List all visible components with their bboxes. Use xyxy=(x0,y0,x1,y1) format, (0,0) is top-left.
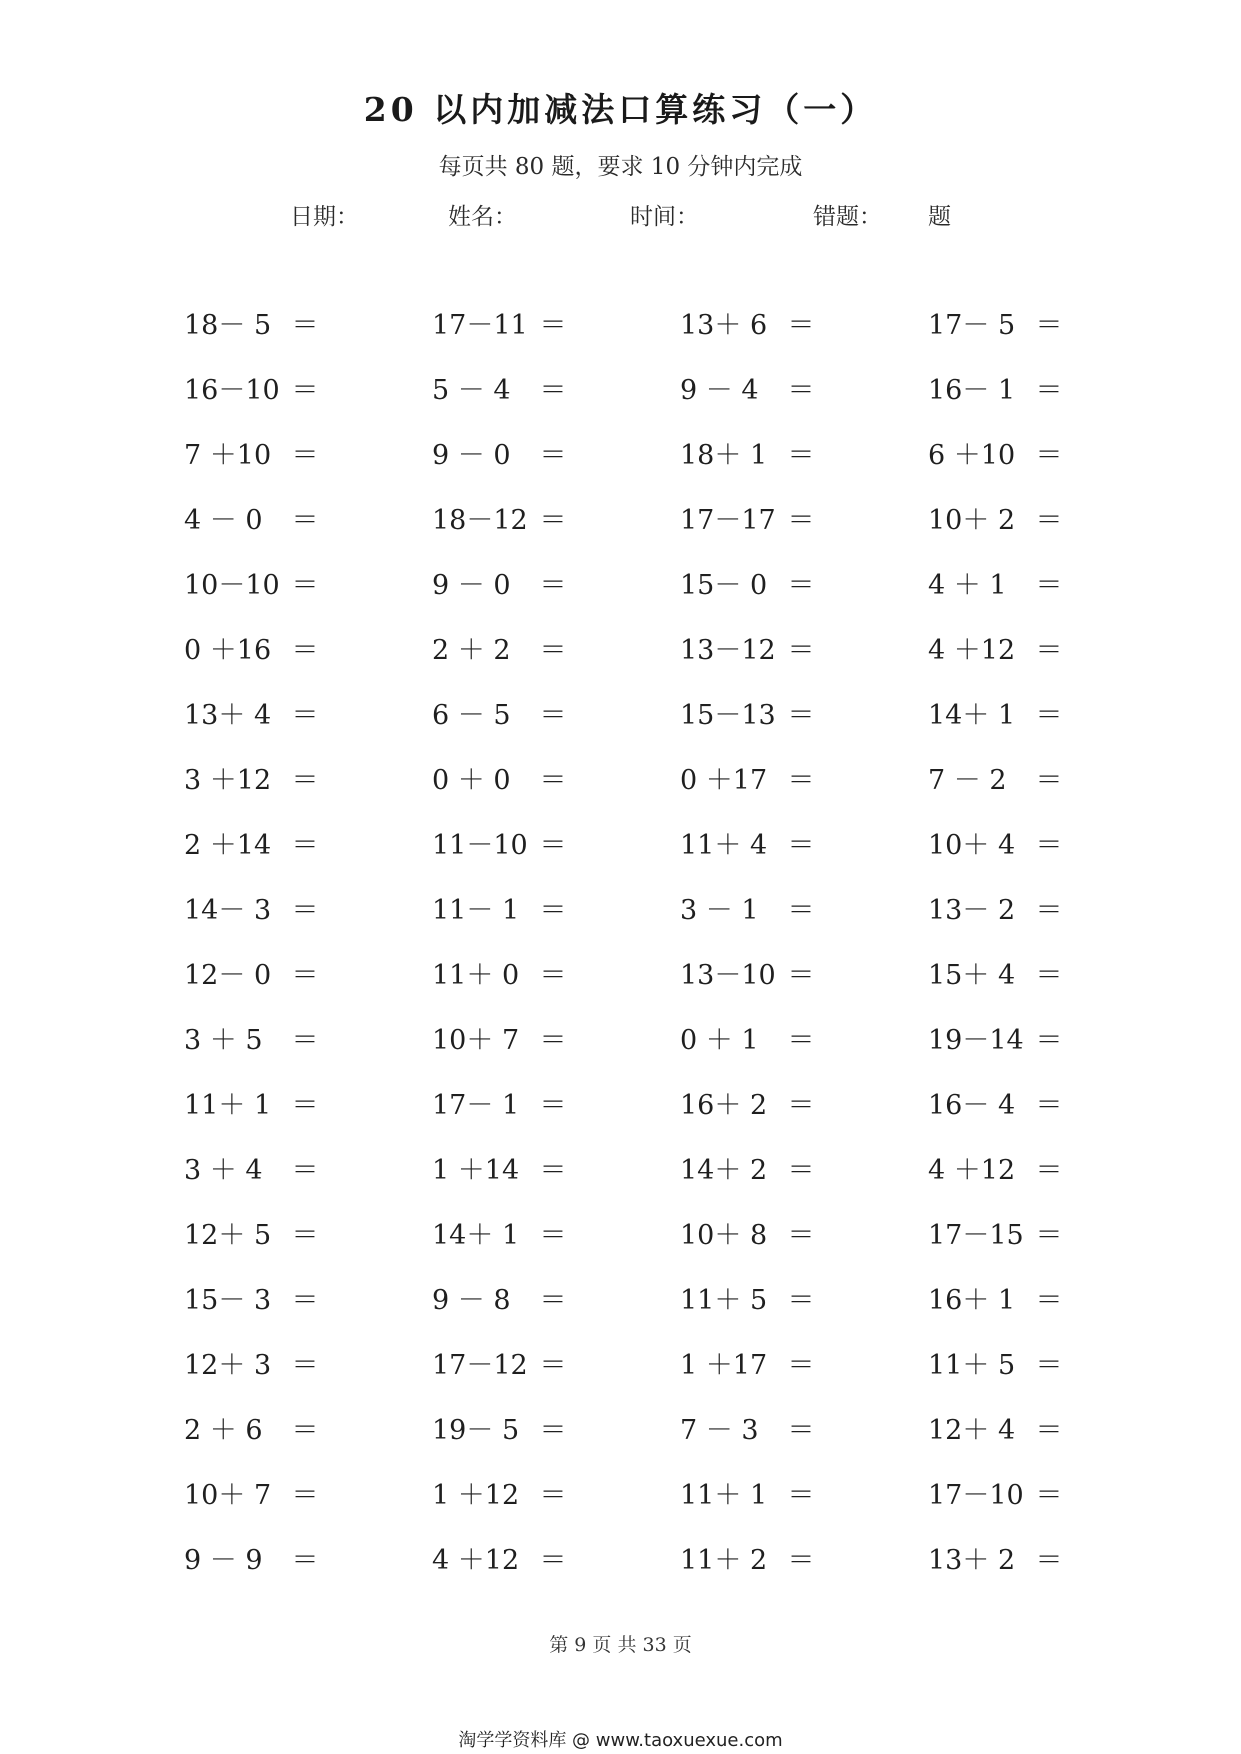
equals-sign: ＝ xyxy=(291,635,319,666)
arithmetic-problem xyxy=(680,1135,928,1200)
arithmetic-problem xyxy=(680,1005,928,1070)
problem-expression: 15－13 xyxy=(680,700,776,731)
equals-sign: ＝ xyxy=(539,310,567,341)
arithmetic-problem xyxy=(184,1265,432,1330)
problem-expression: 3 ＋12 xyxy=(184,765,272,796)
arithmetic-problem xyxy=(184,875,432,940)
problem-expression: 14＋ 2 xyxy=(680,1155,768,1186)
equals-sign: ＝ xyxy=(291,1285,319,1316)
arithmetic-problem xyxy=(184,615,432,680)
arithmetic-problem xyxy=(432,1070,680,1135)
problem-expression: 12＋ 4 xyxy=(928,1415,1016,1446)
equals-sign: ＝ xyxy=(787,1155,815,1186)
arithmetic-problem xyxy=(928,290,1176,355)
equals-sign: ＝ xyxy=(1035,1415,1063,1446)
problem-expression: 10＋ 7 xyxy=(432,1025,520,1056)
arithmetic-problem xyxy=(184,1525,432,1590)
problem-expression: 4 － 0 xyxy=(184,505,263,536)
problem-grid xyxy=(184,290,1176,1590)
problem-expression: 16－ 4 xyxy=(928,1090,1016,1121)
arithmetic-problem xyxy=(928,1460,1176,1525)
arithmetic-problem xyxy=(680,1070,928,1135)
equals-sign: ＝ xyxy=(787,1025,815,1056)
problem-expression: 12＋ 3 xyxy=(184,1350,272,1381)
problem-expression: 17－15 xyxy=(928,1220,1024,1251)
equals-sign: ＝ xyxy=(291,310,319,341)
arithmetic-problem xyxy=(928,1005,1176,1070)
arithmetic-problem xyxy=(680,1265,928,1330)
equals-sign: ＝ xyxy=(291,440,319,471)
equals-sign: ＝ xyxy=(787,1415,815,1446)
errors-unit: 题 xyxy=(928,204,951,230)
arithmetic-problem xyxy=(928,615,1176,680)
arithmetic-problem xyxy=(432,1005,680,1070)
problem-expression: 11＋ 5 xyxy=(680,1285,768,1316)
equals-sign: ＝ xyxy=(539,1480,567,1511)
equals-sign: ＝ xyxy=(539,570,567,601)
problem-expression: 11＋ 5 xyxy=(928,1350,1016,1381)
problem-expression: 13－ 2 xyxy=(928,895,1016,926)
equals-sign: ＝ xyxy=(787,1545,815,1576)
site-watermark: 淘学学资料库 @ www.taoxuexue.com xyxy=(458,1730,783,1751)
arithmetic-problem xyxy=(432,1135,680,1200)
equals-sign: ＝ xyxy=(539,505,567,536)
problem-expression: 15－ 0 xyxy=(680,570,768,601)
equals-sign: ＝ xyxy=(1035,700,1063,731)
problem-expression: 2 ＋14 xyxy=(184,830,272,861)
problem-expression: 1 ＋12 xyxy=(432,1480,520,1511)
equals-sign: ＝ xyxy=(291,1480,319,1511)
problem-expression: 0 ＋16 xyxy=(184,635,272,666)
arithmetic-problem xyxy=(928,1265,1176,1330)
equals-sign: ＝ xyxy=(787,1480,815,1511)
equals-sign: ＝ xyxy=(291,375,319,406)
arithmetic-problem xyxy=(680,810,928,875)
equals-sign: ＝ xyxy=(1035,1220,1063,1251)
problem-expression: 13＋ 6 xyxy=(680,310,768,341)
arithmetic-problem xyxy=(928,680,1176,745)
arithmetic-problem xyxy=(432,1265,680,1330)
arithmetic-problem xyxy=(928,875,1176,940)
equals-sign: ＝ xyxy=(1035,310,1063,341)
equals-sign: ＝ xyxy=(539,830,567,861)
arithmetic-problem xyxy=(680,1460,928,1525)
arithmetic-problem xyxy=(680,615,928,680)
problem-expression: 14＋ 1 xyxy=(432,1220,520,1251)
problem-expression: 17－ 5 xyxy=(928,310,1016,341)
problem-expression: 12＋ 5 xyxy=(184,1220,272,1251)
arithmetic-problem xyxy=(680,940,928,1005)
equals-sign: ＝ xyxy=(291,1350,319,1381)
problem-expression: 3 ＋ 5 xyxy=(184,1025,263,1056)
arithmetic-problem xyxy=(680,1525,928,1590)
problem-expression: 17－11 xyxy=(432,310,528,341)
equals-sign: ＝ xyxy=(1035,375,1063,406)
problem-expression: 7 ＋10 xyxy=(184,440,272,471)
equals-sign: ＝ xyxy=(539,960,567,991)
problem-expression: 9 － 8 xyxy=(432,1285,511,1316)
problem-expression: 4 ＋12 xyxy=(928,1155,1016,1186)
arithmetic-problem xyxy=(432,420,680,485)
equals-sign: ＝ xyxy=(1035,635,1063,666)
equals-sign: ＝ xyxy=(291,1545,319,1576)
arithmetic-problem xyxy=(184,680,432,745)
arithmetic-problem xyxy=(432,290,680,355)
equals-sign: ＝ xyxy=(1035,830,1063,861)
problem-expression: 16＋ 2 xyxy=(680,1090,768,1121)
arithmetic-problem xyxy=(184,420,432,485)
equals-sign: ＝ xyxy=(291,895,319,926)
problem-expression: 19－ 5 xyxy=(432,1415,520,1446)
problem-expression: 4 ＋ 1 xyxy=(928,570,1007,601)
equals-sign: ＝ xyxy=(1035,570,1063,601)
errors-label: 错题： xyxy=(813,204,882,230)
arithmetic-problem xyxy=(184,355,432,420)
equals-sign: ＝ xyxy=(539,1545,567,1576)
equals-sign: ＝ xyxy=(291,505,319,536)
name-label: 姓名： xyxy=(448,204,517,230)
equals-sign: ＝ xyxy=(539,1350,567,1381)
equals-sign: ＝ xyxy=(787,375,815,406)
problem-expression: 3 ＋ 4 xyxy=(184,1155,263,1186)
problem-expression: 1 ＋17 xyxy=(680,1350,768,1381)
arithmetic-problem xyxy=(432,550,680,615)
equals-sign: ＝ xyxy=(291,960,319,991)
problem-expression: 4 ＋12 xyxy=(432,1545,520,1576)
problem-expression: 17－17 xyxy=(680,505,776,536)
problem-expression: 15－ 3 xyxy=(184,1285,272,1316)
arithmetic-problem xyxy=(680,420,928,485)
equals-sign: ＝ xyxy=(539,1155,567,1186)
equals-sign: ＝ xyxy=(291,830,319,861)
problem-expression: 17－ 1 xyxy=(432,1090,520,1121)
equals-sign: ＝ xyxy=(787,440,815,471)
equals-sign: ＝ xyxy=(539,1090,567,1121)
worksheet-title: 20 以内加减法口算练习（一） xyxy=(363,90,878,129)
equals-sign: ＝ xyxy=(787,960,815,991)
arithmetic-problem xyxy=(432,1330,680,1395)
page-number: 第 9 页 共 33 页 xyxy=(549,1634,692,1656)
problem-expression: 11＋ 4 xyxy=(680,830,768,861)
equals-sign: ＝ xyxy=(539,1025,567,1056)
equals-sign: ＝ xyxy=(291,1025,319,1056)
problem-expression: 12－ 0 xyxy=(184,960,272,991)
problem-expression: 3 － 1 xyxy=(680,895,759,926)
arithmetic-problem xyxy=(680,875,928,940)
arithmetic-problem xyxy=(680,745,928,810)
arithmetic-problem xyxy=(184,1395,432,1460)
arithmetic-problem xyxy=(928,420,1176,485)
problem-expression: 6 － 5 xyxy=(432,700,511,731)
equals-sign: ＝ xyxy=(539,1220,567,1251)
arithmetic-problem xyxy=(432,745,680,810)
arithmetic-problem xyxy=(184,1135,432,1200)
equals-sign: ＝ xyxy=(539,440,567,471)
equals-sign: ＝ xyxy=(291,1155,319,1186)
arithmetic-problem xyxy=(928,355,1176,420)
arithmetic-problem xyxy=(928,1330,1176,1395)
problem-expression: 15＋ 4 xyxy=(928,960,1016,991)
equals-sign: ＝ xyxy=(1035,1285,1063,1316)
problem-expression: 11＋ 0 xyxy=(432,960,520,991)
problem-expression: 1 ＋14 xyxy=(432,1155,520,1186)
worksheet-instructions: 每页共 80 题，要求 10 分钟内完成 xyxy=(438,154,803,180)
problem-expression: 11＋ 1 xyxy=(184,1090,272,1121)
equals-sign: ＝ xyxy=(1035,1090,1063,1121)
problem-expression: 0 ＋17 xyxy=(680,765,768,796)
arithmetic-problem xyxy=(680,550,928,615)
equals-sign: ＝ xyxy=(1035,895,1063,926)
equals-sign: ＝ xyxy=(539,1285,567,1316)
problem-expression: 19－14 xyxy=(928,1025,1024,1056)
equals-sign: ＝ xyxy=(539,375,567,406)
arithmetic-problem xyxy=(928,1395,1176,1460)
arithmetic-problem xyxy=(432,1200,680,1265)
equals-sign: ＝ xyxy=(1035,1480,1063,1511)
equals-sign: ＝ xyxy=(291,1415,319,1446)
problem-expression: 10＋ 8 xyxy=(680,1220,768,1251)
equals-sign: ＝ xyxy=(787,570,815,601)
arithmetic-problem xyxy=(432,615,680,680)
time-label: 时间： xyxy=(630,204,699,230)
problem-expression: 9 － 0 xyxy=(432,570,511,601)
arithmetic-problem xyxy=(432,680,680,745)
equals-sign: ＝ xyxy=(1035,505,1063,536)
equals-sign: ＝ xyxy=(1035,1155,1063,1186)
problem-expression: 13－12 xyxy=(680,635,776,666)
arithmetic-problem xyxy=(928,940,1176,1005)
arithmetic-problem xyxy=(680,290,928,355)
equals-sign: ＝ xyxy=(1035,765,1063,796)
problem-expression: 16－ 1 xyxy=(928,375,1016,406)
date-label: 日期： xyxy=(290,204,359,230)
problem-expression: 0 ＋ 1 xyxy=(680,1025,759,1056)
arithmetic-problem xyxy=(432,1460,680,1525)
arithmetic-problem xyxy=(928,1070,1176,1135)
equals-sign: ＝ xyxy=(539,765,567,796)
arithmetic-problem xyxy=(680,680,928,745)
arithmetic-problem xyxy=(928,1525,1176,1590)
equals-sign: ＝ xyxy=(787,1090,815,1121)
equals-sign: ＝ xyxy=(787,830,815,861)
problem-expression: 7 － 2 xyxy=(928,765,1007,796)
equals-sign: ＝ xyxy=(787,765,815,796)
arithmetic-problem xyxy=(432,940,680,1005)
problem-expression: 7 － 3 xyxy=(680,1415,759,1446)
arithmetic-problem xyxy=(184,550,432,615)
problem-expression: 14＋ 1 xyxy=(928,700,1016,731)
equals-sign: ＝ xyxy=(291,700,319,731)
arithmetic-problem xyxy=(432,355,680,420)
problem-expression: 0 ＋ 0 xyxy=(432,765,511,796)
equals-sign: ＝ xyxy=(539,635,567,666)
problem-expression: 18＋ 1 xyxy=(680,440,768,471)
problem-expression: 11－10 xyxy=(432,830,528,861)
equals-sign: ＝ xyxy=(1035,440,1063,471)
arithmetic-problem xyxy=(184,810,432,875)
arithmetic-problem xyxy=(680,355,928,420)
arithmetic-problem xyxy=(928,1135,1176,1200)
arithmetic-problem xyxy=(432,875,680,940)
arithmetic-problem xyxy=(184,485,432,550)
equals-sign: ＝ xyxy=(787,1350,815,1381)
arithmetic-problem xyxy=(928,745,1176,810)
arithmetic-problem xyxy=(184,1200,432,1265)
equals-sign: ＝ xyxy=(1035,1025,1063,1056)
problem-expression: 16＋ 1 xyxy=(928,1285,1016,1316)
problem-expression: 14－ 3 xyxy=(184,895,272,926)
problem-expression: 11＋ 1 xyxy=(680,1480,768,1511)
problem-expression: 10＋ 2 xyxy=(928,505,1016,536)
arithmetic-problem xyxy=(184,290,432,355)
equals-sign: ＝ xyxy=(1035,1350,1063,1381)
equals-sign: ＝ xyxy=(291,765,319,796)
arithmetic-problem xyxy=(184,1330,432,1395)
arithmetic-problem xyxy=(928,485,1176,550)
problem-expression: 9 － 0 xyxy=(432,440,511,471)
equals-sign: ＝ xyxy=(787,310,815,341)
problem-expression: 11＋ 2 xyxy=(680,1545,768,1576)
problem-expression: 10＋ 7 xyxy=(184,1480,272,1511)
equals-sign: ＝ xyxy=(1035,960,1063,991)
problem-expression: 17－12 xyxy=(432,1350,528,1381)
arithmetic-problem xyxy=(184,1005,432,1070)
arithmetic-problem xyxy=(432,1395,680,1460)
arithmetic-problem xyxy=(680,1330,928,1395)
problem-expression: 10＋ 4 xyxy=(928,830,1016,861)
problem-expression: 18－ 5 xyxy=(184,310,272,341)
problem-expression: 10－10 xyxy=(184,570,280,601)
equals-sign: ＝ xyxy=(539,1415,567,1446)
problem-expression: 16－10 xyxy=(184,375,280,406)
equals-sign: ＝ xyxy=(787,505,815,536)
problem-expression: 4 ＋12 xyxy=(928,635,1016,666)
arithmetic-problem xyxy=(184,940,432,1005)
problem-expression: 5 － 4 xyxy=(432,375,511,406)
problem-expression: 13＋ 4 xyxy=(184,700,272,731)
arithmetic-problem xyxy=(184,1460,432,1525)
arithmetic-problem xyxy=(680,485,928,550)
problem-expression: 17－10 xyxy=(928,1480,1024,1511)
problem-expression: 9 － 4 xyxy=(680,375,759,406)
arithmetic-problem xyxy=(184,1070,432,1135)
arithmetic-problem xyxy=(928,1200,1176,1265)
problem-expression: 13－10 xyxy=(680,960,776,991)
equals-sign: ＝ xyxy=(787,895,815,926)
equals-sign: ＝ xyxy=(787,1220,815,1251)
equals-sign: ＝ xyxy=(291,570,319,601)
arithmetic-problem xyxy=(432,810,680,875)
arithmetic-problem xyxy=(928,810,1176,875)
equals-sign: ＝ xyxy=(291,1220,319,1251)
equals-sign: ＝ xyxy=(539,895,567,926)
problem-expression: 9 － 9 xyxy=(184,1545,263,1576)
problem-expression: 2 ＋ 2 xyxy=(432,635,511,666)
equals-sign: ＝ xyxy=(291,1090,319,1121)
arithmetic-problem xyxy=(680,1395,928,1460)
arithmetic-problem xyxy=(432,1525,680,1590)
equals-sign: ＝ xyxy=(787,635,815,666)
problem-expression: 2 ＋ 6 xyxy=(184,1415,263,1446)
problem-expression: 6 ＋10 xyxy=(928,440,1016,471)
equals-sign: ＝ xyxy=(787,700,815,731)
equals-sign: ＝ xyxy=(1035,1545,1063,1576)
problem-expression: 13＋ 2 xyxy=(928,1545,1016,1576)
equals-sign: ＝ xyxy=(787,1285,815,1316)
arithmetic-problem xyxy=(680,1200,928,1265)
arithmetic-problem xyxy=(432,485,680,550)
arithmetic-problem xyxy=(928,550,1176,615)
problem-expression: 11－ 1 xyxy=(432,895,520,926)
equals-sign: ＝ xyxy=(539,700,567,731)
arithmetic-problem xyxy=(184,745,432,810)
problem-expression: 18－12 xyxy=(432,505,528,536)
